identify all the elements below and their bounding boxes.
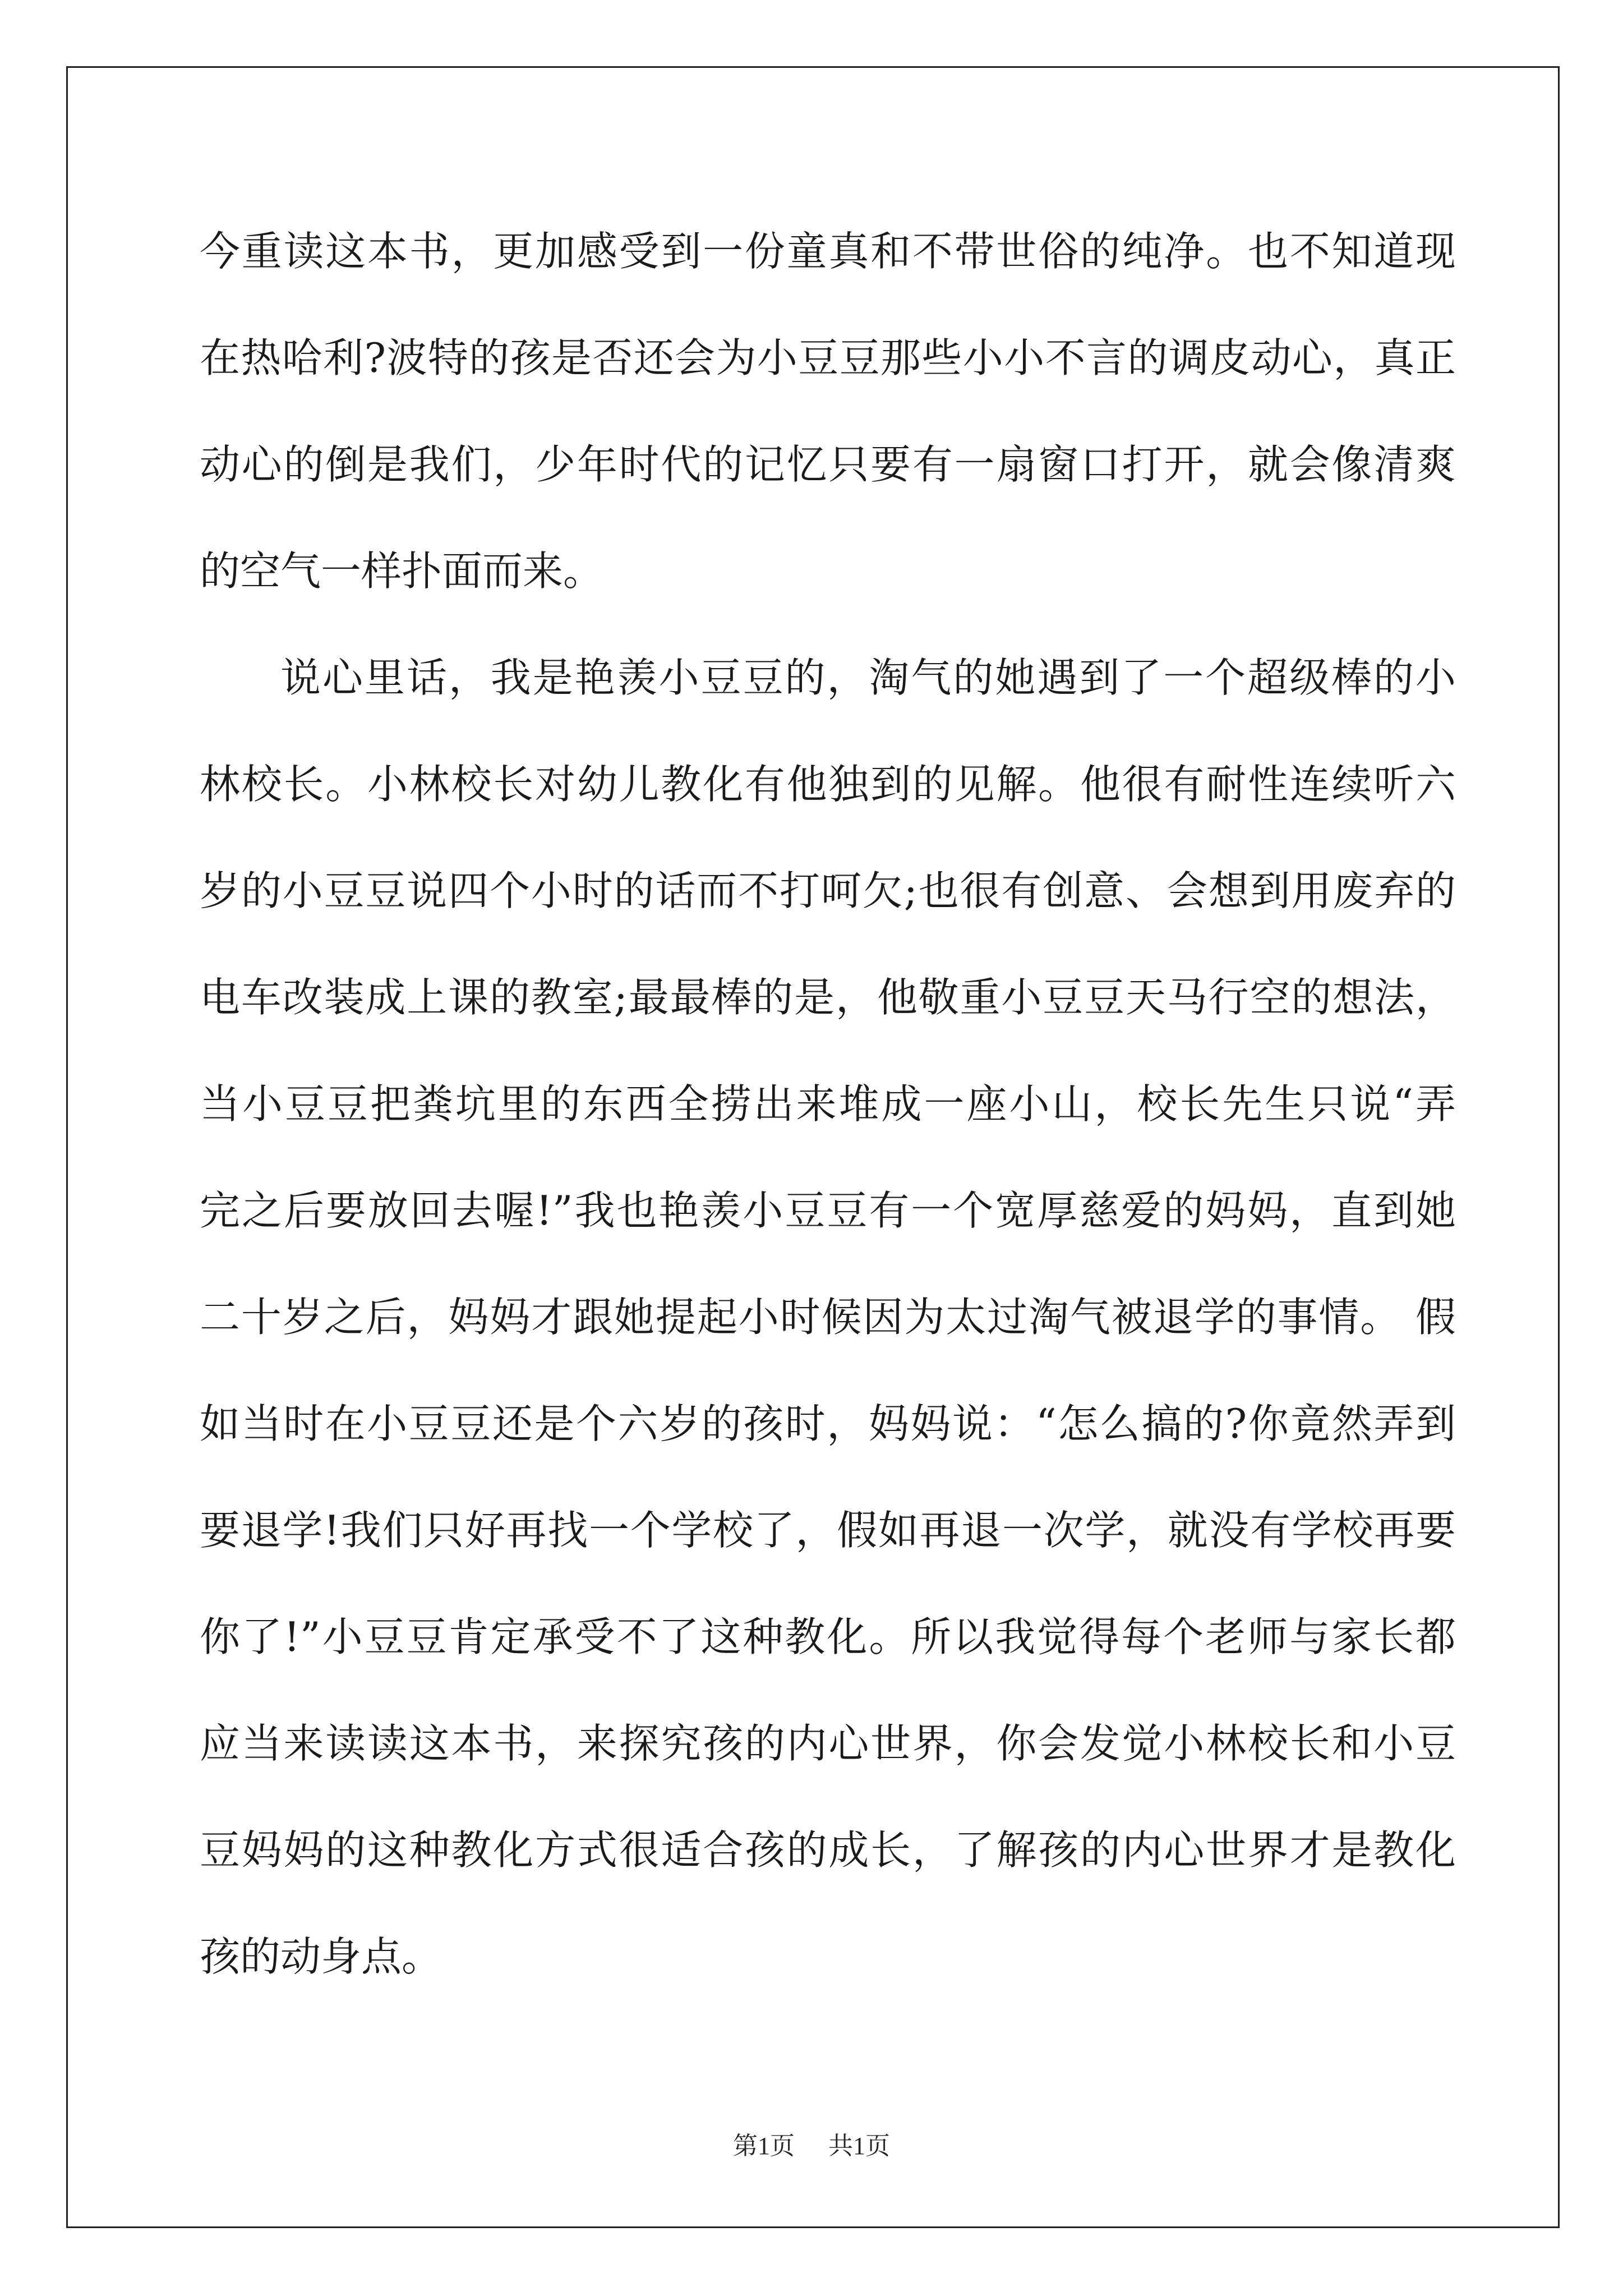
paragraph-line: 林校长。小林校长对幼儿教化有他独到的见解。他很有耐性连续听六 <box>200 761 1456 808</box>
paragraph-line: 二十岁之后，妈妈才跟她提起小时候因为太过淘气被退学的事情。 假 <box>200 1294 1456 1341</box>
paragraph-line: 动心的倒是我们，少年时代的记忆只要有一扇窗口打开，就会像清爽 <box>200 441 1456 488</box>
total-pages: 共1页 <box>828 2132 890 2160</box>
page-number: 第1页 <box>733 2132 795 2160</box>
paragraph-1 <box>200 218 1456 644</box>
paragraph-line: 要退学!我们只好再找一个学校了，假如再退一次学，就没有学校再要 <box>200 1507 1456 1554</box>
paragraph-line: 电车改装成上课的教室;最最棒的是，他敬重小豆豆天马行空的想法， <box>200 974 1456 1021</box>
paragraph-line: 孩的动身点。 <box>200 1933 442 1980</box>
document-body <box>200 218 1456 2030</box>
paragraph-line: 完之后要放回去喔!”我也艳羡小豆豆有一个宽厚慈爱的妈妈，直到她 <box>200 1187 1456 1234</box>
paragraph-line: 你了!”小豆豆肯定承受不了这种教化。所以我觉得每个老师与家长都 <box>200 1613 1456 1660</box>
paragraph-line: 当小豆豆把粪坑里的东西全捞出来堆成一座小山，校长先生只说“弄 <box>200 1080 1456 1128</box>
paragraph-line: 如当时在小豆豆还是个六岁的孩时，妈妈说：“怎么搞的?你竟然弄到 <box>200 1400 1456 1447</box>
paragraph-2 <box>200 644 1456 2030</box>
paragraph-line: 豆妈妈的这种教化方式很适合孩的成长，了解孩的内心世界才是教化 <box>200 1826 1456 1874</box>
paragraph-line: 应当来读读这本书，来探究孩的内心世界，你会发觉小林校长和小豆 <box>200 1720 1456 1767</box>
paragraph-line: 的空气一样扑面而来。 <box>200 547 604 595</box>
paragraph-line: 说心里话，我是艳羡小豆豆的，淘气的她遇到了一个超级棒的小 <box>280 654 1456 701</box>
paragraph-line: 岁的小豆豆说四个小时的话而不打呵欠;也很有创意、会想到用废弃的 <box>200 867 1456 914</box>
paragraph-line: 今重读这本书，更加感受到一份童真和不带世俗的纯净。也不知道现 <box>200 228 1456 275</box>
paragraph-line: 在热哈利?波特的孩是否还会为小豆豆那些小小不言的调皮动心，真正 <box>200 334 1456 381</box>
page-footer <box>0 2131 1623 2162</box>
